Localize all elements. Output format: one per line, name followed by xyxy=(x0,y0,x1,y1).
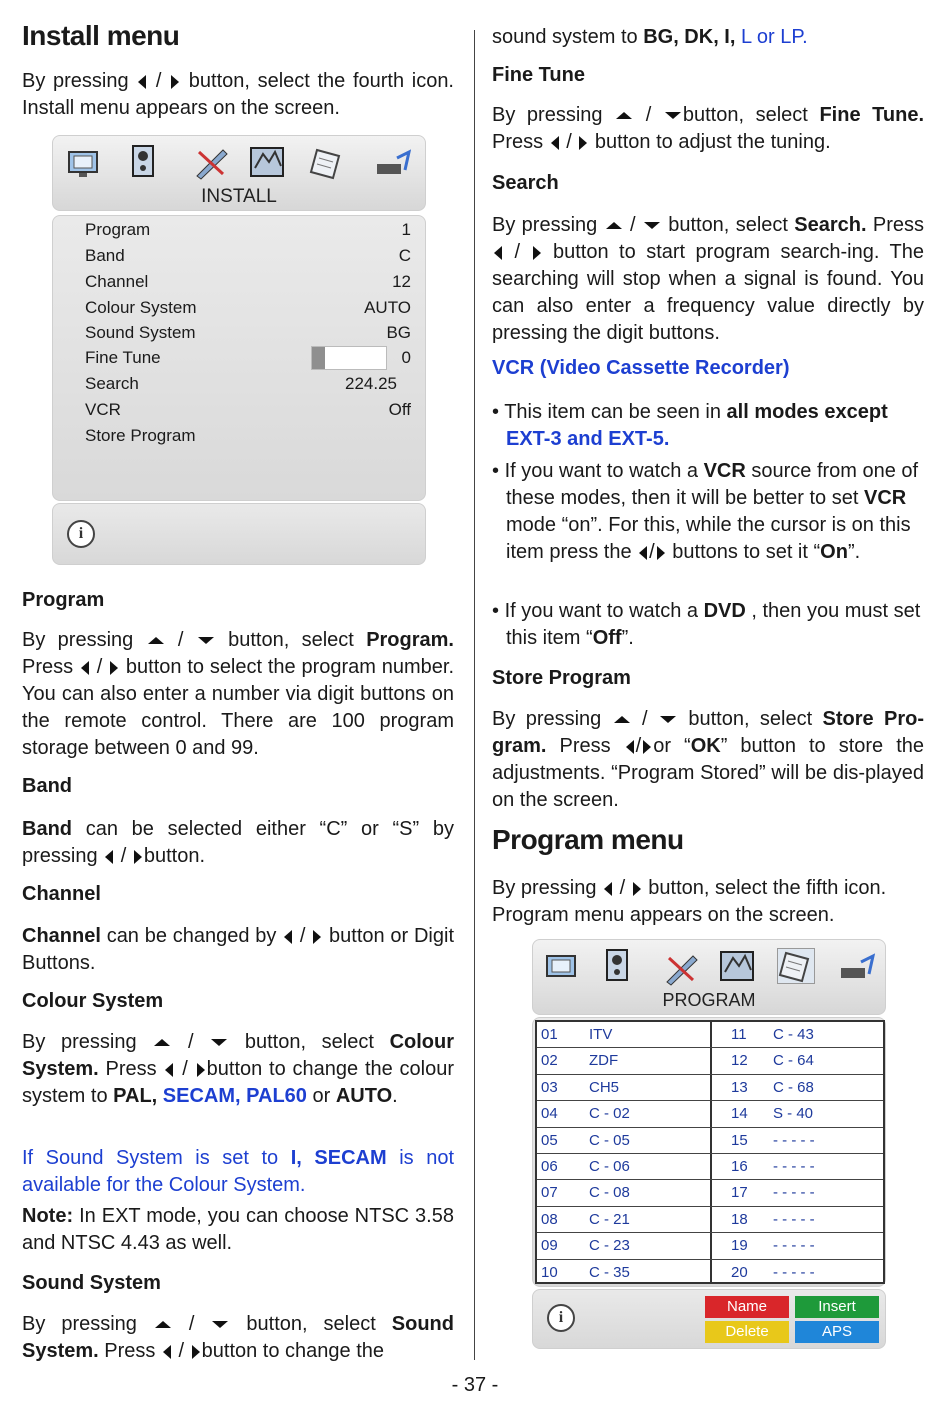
colour-system-note: Note: In EXT mode, you can choose NTSC 3.58 and NTSC 4.43 as well. xyxy=(22,1205,454,1254)
program-entry-name[interactable]: C - 68 xyxy=(773,1078,814,1096)
program-osd-list-panel xyxy=(532,1017,886,1287)
features-icon xyxy=(193,146,229,180)
channel-heading: Channel xyxy=(22,883,101,905)
right-arrow-icon xyxy=(643,740,651,754)
program-icon xyxy=(309,146,345,180)
fine-tune-paragraph: By pressing / button, select Fine Tune. Press / button to adjust the tuning. xyxy=(492,104,924,153)
program-entry-num[interactable]: 20 xyxy=(731,1263,748,1281)
up-arrow-icon xyxy=(606,222,622,229)
program-entry-num[interactable]: 07 xyxy=(541,1184,558,1202)
up-arrow-icon xyxy=(154,1039,170,1046)
left-arrow-icon xyxy=(551,136,559,150)
left-arrow-icon xyxy=(604,882,612,896)
program-entry-num[interactable]: 02 xyxy=(541,1052,558,1070)
sound-system-heading: Sound System xyxy=(22,1272,161,1294)
name-button[interactable]: Name xyxy=(705,1296,789,1318)
install-row-band[interactable]: Band C xyxy=(85,246,411,265)
program-entry-num[interactable]: 10 xyxy=(541,1263,558,1281)
sound-system-paragraph: By pressing / button, select Sound System. Press / button to change the xyxy=(22,1313,454,1362)
program-entry-name[interactable]: C - 23 xyxy=(589,1237,630,1255)
down-arrow-icon xyxy=(644,222,660,229)
up-arrow-icon xyxy=(155,1321,171,1328)
colour-system-paragraph: By pressing / button, select Colour System. Press / button to change the colour system to PAL, SECAM, PAL60 or AUTO. xyxy=(22,1031,455,1107)
left-arrow-icon xyxy=(163,1345,171,1359)
fine-tune-heading: Fine Tune xyxy=(492,64,585,86)
band-paragraph: Band can be selected either “C” or “S” by pressing / button. xyxy=(22,818,454,867)
program-entry-num[interactable]: 17 xyxy=(731,1184,748,1202)
right-arrow-icon xyxy=(197,1063,205,1077)
program-entry-num[interactable]: 18 xyxy=(731,1210,748,1228)
down-arrow-icon xyxy=(198,637,214,644)
program-entry-num[interactable]: 03 xyxy=(541,1078,558,1096)
program-heading: Program xyxy=(22,589,105,611)
program-entry-name[interactable]: ZDF xyxy=(589,1052,619,1070)
program-entry-num[interactable]: 19 xyxy=(731,1237,748,1255)
page-number: - 37 - xyxy=(451,1374,499,1396)
install-row-store-program[interactable]: Store Program xyxy=(85,426,196,445)
vcr-bullet-2: • If you want to watch a VCR source from one of these modes, then it will be better to set VCR mode “on”. For this, while the cursor is on this item press the / buttons to set it “On”. xyxy=(492,460,919,563)
left-arrow-icon xyxy=(105,850,113,864)
fine-tune-slider[interactable] xyxy=(311,346,387,370)
left-arrow-icon xyxy=(165,1063,173,1077)
column-divider xyxy=(474,30,475,1360)
right-arrow-icon xyxy=(171,75,179,89)
right-arrow-icon xyxy=(657,546,665,560)
program-entry-name[interactable]: C - 08 xyxy=(589,1184,630,1202)
install-row-fine-tune[interactable]: Fine Tune 0 xyxy=(85,348,411,374)
install-osd-title: INSTALL xyxy=(201,186,277,207)
left-arrow-icon xyxy=(626,740,634,754)
program-entry-name[interactable]: C - 06 xyxy=(589,1158,630,1175)
program-entry-num[interactable]: 08 xyxy=(541,1210,558,1228)
sound-icon xyxy=(599,948,635,982)
install-intro: By pressing / button, select the fourth icon. Install menu appears on the screen. xyxy=(22,70,454,119)
install-osd-header xyxy=(52,135,426,211)
program-entry-num[interactable]: 16 xyxy=(731,1158,748,1175)
left-arrow-icon xyxy=(81,661,89,675)
program-entry-num[interactable]: 15 xyxy=(731,1131,748,1149)
program-entry-num[interactable]: 05 xyxy=(541,1131,558,1149)
program-entry-num[interactable]: 11 xyxy=(731,1026,747,1043)
colour-system-heading: Colour System xyxy=(22,990,164,1012)
sound-icon xyxy=(125,144,161,178)
search-heading: Search xyxy=(492,172,559,194)
info-icon: i xyxy=(67,520,95,548)
install-row-vcr[interactable]: VCR Off xyxy=(85,400,411,419)
install-row-channel[interactable]: Channel 12 xyxy=(85,272,411,291)
program-osd-title: PROGRAM xyxy=(662,990,756,1010)
down-arrow-icon xyxy=(660,716,676,723)
right-arrow-icon xyxy=(192,1345,200,1359)
program-menu-heading: Program menu xyxy=(492,824,684,855)
program-entry-num[interactable]: 13 xyxy=(731,1078,748,1096)
install-menu-heading: Install menu xyxy=(22,20,180,51)
left-arrow-icon xyxy=(284,930,292,944)
source-icon xyxy=(839,952,875,986)
program-entry-name[interactable]: S - 40 xyxy=(773,1105,814,1123)
program-entry-name[interactable]: - - - - - xyxy=(773,1263,815,1281)
insert-button[interactable]: Insert xyxy=(795,1296,879,1318)
program-entry-name[interactable]: - - - - - xyxy=(773,1210,815,1228)
picture-icon xyxy=(543,950,579,984)
program-entry-num[interactable]: 12 xyxy=(731,1052,748,1070)
right-arrow-icon xyxy=(313,930,321,944)
left-arrow-icon xyxy=(138,75,146,89)
band-heading: Band xyxy=(22,775,72,797)
up-arrow-icon xyxy=(614,716,630,723)
picture-icon xyxy=(65,146,101,180)
left-arrow-icon xyxy=(639,546,647,560)
install-row-search[interactable]: Search 224.25 xyxy=(85,374,397,393)
program-entry-name[interactable]: - - - - - xyxy=(773,1131,815,1149)
store-program-paragraph: By pressing / button, select Store Pro-gram. Press / or “OK” button to store the adjustments. “Program Stored” will be dis-played on the screen. xyxy=(492,708,925,811)
program-entry-name[interactable]: ITV xyxy=(589,1026,613,1043)
program-entry-num[interactable]: 04 xyxy=(541,1105,558,1123)
program-entry-name[interactable]: C - 43 xyxy=(773,1026,814,1043)
down-arrow-icon xyxy=(665,112,681,119)
source-icon xyxy=(375,148,411,182)
search-paragraph: By pressing / button, select Search. Press / button to start program search-ing. The searching will stop when a signal is found. You can also enter a frequency value directly by pressing the digit buttons. xyxy=(492,214,925,344)
program-entry-name[interactable]: - - - - - xyxy=(773,1158,815,1175)
up-arrow-icon xyxy=(148,637,164,644)
program-entry-num[interactable]: 09 xyxy=(541,1237,558,1255)
right-arrow-icon xyxy=(533,246,541,260)
program-entry-num[interactable]: 01 xyxy=(541,1026,558,1043)
program-grid xyxy=(535,1020,885,1284)
program-entry-name[interactable]: C - 64 xyxy=(773,1052,814,1070)
colour-system-warning: If Sound System is set to I, SECAM is not available for the Colour System. xyxy=(22,1147,454,1196)
fine-tune-slider-fill xyxy=(312,347,325,369)
features-icon xyxy=(663,952,699,986)
program-entry-num[interactable]: 14 xyxy=(731,1105,748,1123)
channel-paragraph: Channel can be changed by / button or Digit Buttons. xyxy=(22,925,454,974)
program-grid-divider xyxy=(710,1022,712,1282)
install-row-sound-system[interactable]: Sound System BG xyxy=(85,323,411,342)
install-osd xyxy=(52,135,426,565)
aps-button[interactable]: APS xyxy=(795,1321,879,1343)
info-icon: i xyxy=(547,1304,575,1332)
vcr-heading: VCR (Video Cassette Recorder) xyxy=(492,357,790,379)
program-osd xyxy=(532,939,888,1349)
down-arrow-icon xyxy=(212,1321,228,1328)
program-entry-num[interactable]: 06 xyxy=(541,1158,558,1175)
vcr-bullet-1: • This item can be seen in all modes except EXT-3 and EXT-5. xyxy=(492,401,888,450)
delete-button[interactable]: Delete xyxy=(705,1321,789,1343)
left-arrow-icon xyxy=(494,246,502,260)
right-arrow-icon xyxy=(633,882,641,896)
sound-system-continued: sound system to BG, DK, I, L or LP. xyxy=(492,26,808,48)
program-entry-name[interactable]: C - 05 xyxy=(589,1131,630,1149)
right-arrow-icon xyxy=(110,661,118,675)
program-paragraph: By pressing / button, select Program. Press / button to select the program number. You can also enter a number via digit buttons on the remote control. There are 100 program storage between 0 and 99. xyxy=(22,629,455,759)
program-menu-paragraph: By pressing / button, select the fifth icon. Program menu appears on the screen. xyxy=(492,877,887,926)
vcr-bullet-3: • If you want to watch a DVD , then you must set this item “Off”. xyxy=(492,600,921,649)
down-arrow-icon xyxy=(211,1039,227,1046)
program-entry-name[interactable]: - - - - - xyxy=(773,1184,815,1202)
program-osd-footer xyxy=(532,1289,886,1349)
program-entry-name[interactable]: C - 02 xyxy=(589,1105,630,1123)
install-icon xyxy=(719,948,755,982)
program-entry-name[interactable]: CH5 xyxy=(589,1078,620,1096)
up-arrow-icon xyxy=(616,112,632,119)
install-osd-list xyxy=(52,215,426,501)
program-entry-name[interactable]: C - 21 xyxy=(589,1210,630,1228)
program-icon xyxy=(777,948,815,984)
install-icon xyxy=(249,144,285,178)
install-row-program[interactable]: Program 1 xyxy=(85,220,411,239)
program-entry-name[interactable]: - - - - - xyxy=(773,1237,815,1255)
right-arrow-icon xyxy=(579,136,587,150)
install-row-colour-system[interactable]: Colour System AUTO xyxy=(85,298,411,317)
right-arrow-icon xyxy=(134,850,142,864)
store-program-heading: Store Program xyxy=(492,667,631,689)
install-osd-footer xyxy=(52,503,426,565)
program-entry-name[interactable]: C - 35 xyxy=(589,1263,630,1281)
program-osd-header xyxy=(532,939,886,1015)
